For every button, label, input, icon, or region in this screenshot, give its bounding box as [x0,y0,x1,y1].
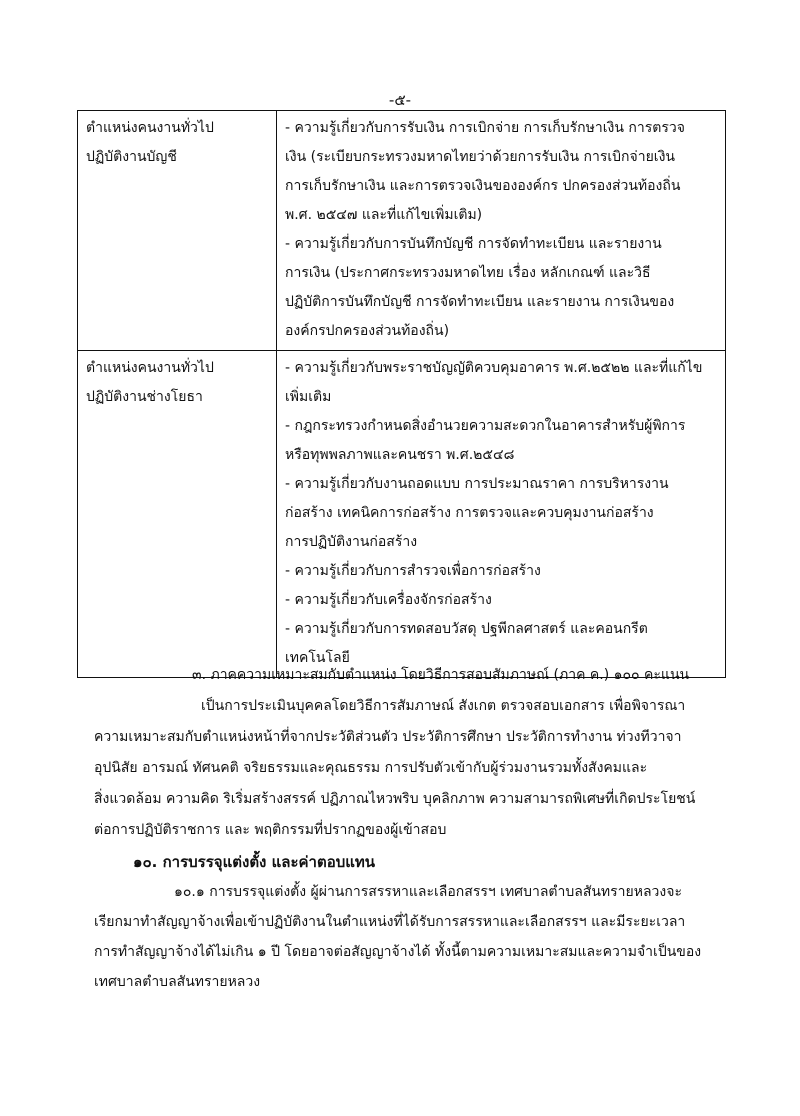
section-3-interview [94,660,734,846]
position-line: ปฏิบัติงานช่างโยธา [86,389,203,405]
position-cell [78,111,277,351]
paragraph-line: สิ่งแวดล้อม ความคิด ริเริ่มสร้างสรรค์ ปฏิภาณไหวพริบ บุคลิกภาพ ความสามารถพิเศษที่เกิดประโยชน์ [94,791,696,807]
knowledge-line: องค์กรปกครองส่วนท้องถิ่น) [285,323,450,339]
knowledge-line: เทคโนโลยี [285,650,350,666]
table-row [78,351,726,678]
knowledge-line: หรือทุพพลภาพและคนชรา พ.ศ.๒๕๔๘ [285,447,515,463]
paragraph-line: เทศบาลตำบลสันทรายหลวง [94,974,261,990]
position-line: ปฏิบัติงานบัญชี [86,149,177,165]
knowledge-line: การปฏิบัติงานก่อสร้าง [285,534,418,550]
knowledge-line: การเงิน (ประกาศกระทรวงมหาดไทย เรื่อง หลักเกณฑ์ และวิธี [285,265,651,281]
knowledge-cell [277,111,726,351]
paragraph-line: ๓. ภาคความเหมาะสมกับตำแหน่ง โดยวิธีการสอบสัมภาษณ์ (ภาค ค.) ๑๐๐ คะแนน [192,667,690,683]
paragraph-line: เป็นการประเมินบุคคลโดยวิธีการสัมภาษณ์ สังเกต ตรวจสอบเอกสาร เพื่อพิจารณา [201,698,686,714]
position-line: ตำแหน่งคนงานทั่วไป [86,120,214,136]
knowledge-line: ปฏิบัติการบันทึกบัญชี การจัดทำทะเบียน และรายงาน การเงินของ [285,294,675,310]
paragraph-line: เรียกมาทำสัญญาจ้างเพื่อเข้าปฏิบัติงานในตำแหน่งที่ได้รับการสรรหาและเลือกสรรฯ และมีระยะเวลา [94,914,686,930]
knowledge-line: - ความรู้เกี่ยวกับการทดสอบวัสดุ ปฐพีกลศาสตร์ และคอนกรีต [285,621,648,637]
paragraph-line: ความเหมาะสมกับตำแหน่งหน้าที่จากประวัติส่วนตัว ประวัติการศึกษา ประวัติการทำงาน ท่วงทีวาจา [94,729,682,745]
paragraph-line: อุปนิสัย อารมณ์ ทัศนคติ จริยธรรมและคุณธรรม การปรับตัวเข้ากับผู้ร่วมงานรวมทั้งสังคมและ [94,760,648,776]
paragraph-line: ๑๐.๑ การบรรจุแต่งตั้ง ผู้ผ่านการสรรหาและเลือกสรรฯ เทศบาลตำบลสันทรายหลวงจะ [174,884,682,900]
paragraph-line: ต่อการปฏิบัติราชการ และ พฤติกรรมที่ปรากฏของผู้เข้าสอบ [94,822,447,838]
position-line: ตำแหน่งคนงานทั่วไป [86,360,214,376]
position-cell [78,351,277,678]
paragraph-line: การทำสัญญาจ้างได้ไม่เกิน ๑ ปี โดยอาจต่อสัญญาจ้างได้ ทั้งนี้ตามความเหมาะสมและความจำเป็นของ [94,944,702,960]
knowledge-line: ก่อสร้าง เทคนิคการก่อสร้าง การตรวจและควบคุมงานก่อสร้าง [285,505,654,521]
table-row [78,111,726,351]
knowledge-line: เงิน (ระเบียบกระทรวงมหาดไทยว่าด้วยการรับเงิน การเบิกจ่ายเงิน [285,149,675,165]
knowledge-line: - ความรู้เกี่ยวกับพระราชบัญญัติควบคุมอาคาร พ.ศ.๒๕๒๒ และที่แก้ไข [285,360,703,376]
knowledge-line: - ความรู้เกี่ยวกับการรับเงิน การเบิกจ่าย การเก็บรักษาเงิน การตรวจ [285,120,685,136]
knowledge-line: พ.ศ. ๒๕๔๗ และที่แก้ไขเพิ่มเติม) [285,207,483,223]
knowledge-line: - กฎกระทรวงกำหนดสิ่งอำนวยความสะดวกในอาคารสำหรับผู้พิการ [285,418,686,434]
knowledge-line: - ความรู้เกี่ยวกับงานถอดแบบ การประมาณราคา การบริหารงาน [285,476,669,492]
knowledge-line: - ความรู้เกี่ยวกับเครื่องจักรก่อสร้าง [285,592,492,608]
page-number: -๕- [388,91,412,109]
section-10-body [94,877,734,997]
knowledge-line: เพิ่มเติม [285,389,332,405]
knowledge-line: - ความรู้เกี่ยวกับการสำรวจเพื่อการก่อสร้าง [285,563,541,579]
requirements-table [77,110,726,678]
knowledge-line: การเก็บรักษาเงิน และการตรวจเงินขององค์กร ปกครองส่วนท้องถิ่น [285,178,681,194]
knowledge-cell [277,351,726,678]
knowledge-line: - ความรู้เกี่ยวกับการบันทึกบัญชี การจัดทำทะเบียน และรายงาน [285,236,662,252]
section-10-heading: ๑๐. การบรรจุแต่งตั้ง และค่าตอบแทน [133,853,376,871]
